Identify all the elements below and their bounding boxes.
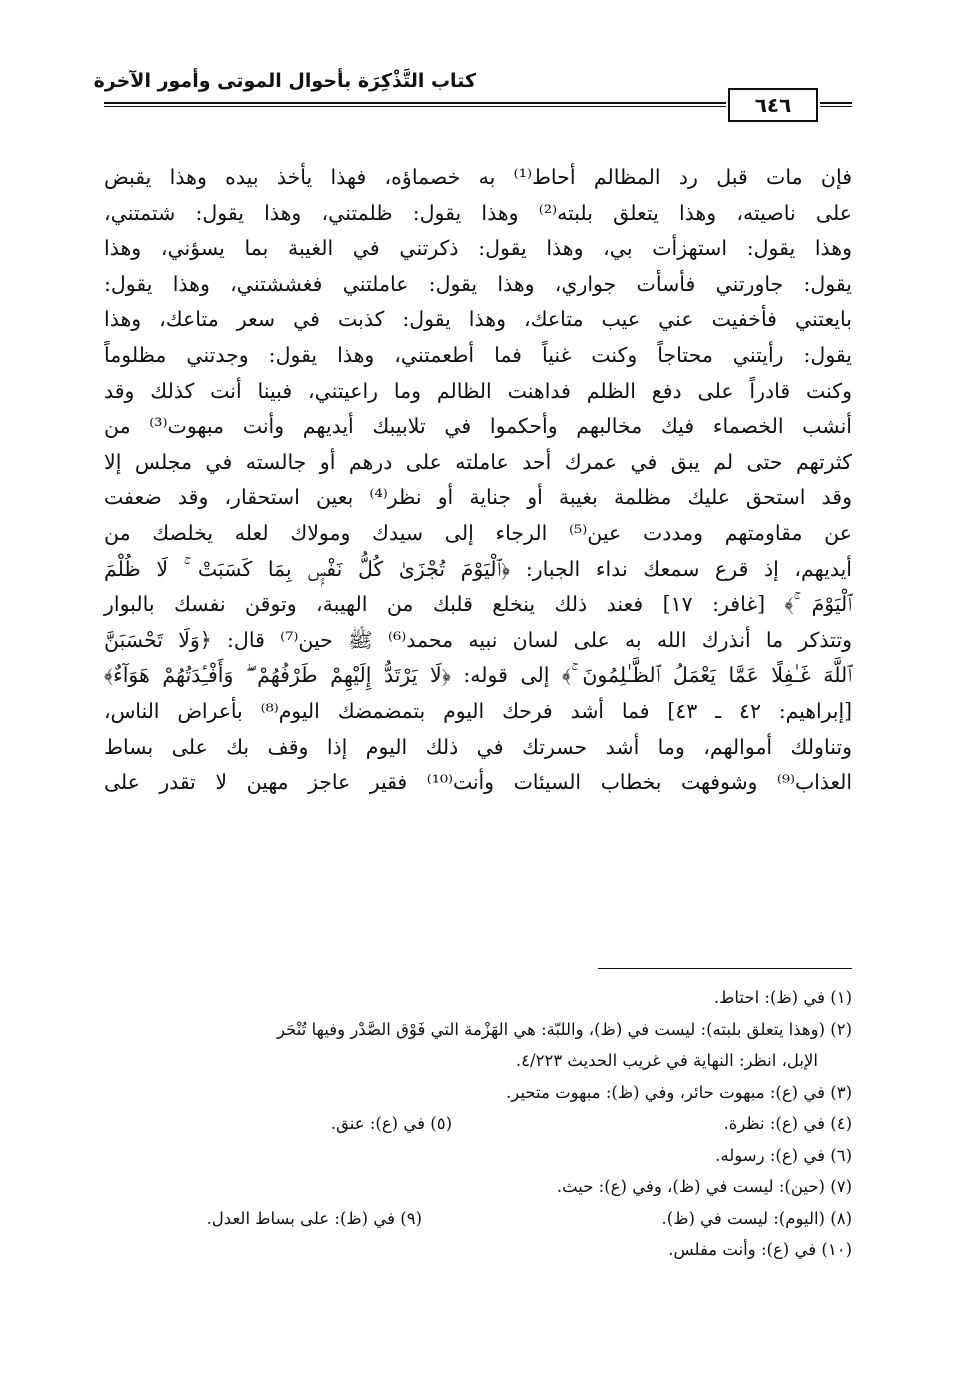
footnote-4: (٤) في (ع): نظرة. <box>723 1114 852 1133</box>
page-number-box <box>728 88 818 122</box>
text-line: على ناصيته، وهذا يتعلق بلبته⁽²⁾ وهذا يقول: ظلمتني، وهذا يقول: شتمتني، <box>104 200 852 225</box>
footnote-1: (١) في (ظ): احتاط. <box>713 988 852 1007</box>
text-line: ٱلْيَوْمَ ۚ﴾ [غافر: ١٧] فعند ذلك ينخلع قلبك من الهيبة، وتوقن نفسك بالبوار <box>104 592 852 617</box>
footnotes <box>104 982 852 1266</box>
text-line: كثرتهم حتى لم يبق في عمرك أحد عاملته على درهم أو جالسته في مجلس إلا <box>104 449 852 474</box>
footnote-row-4-5 <box>104 1108 852 1140</box>
text-line: ٱللَّهَ غَـٰفِلًا عَمَّا يَعْمَلُ ٱلظَّـٰلِمُونَ ۚ﴾ إلى قوله: ﴿لَا يَرْتَدُّ إِلَيْهِمْ طَرْفُهُمْ ۖ وَأَفْـِٔدَتُهُمْ هَوَآءٌ﴾ <box>104 663 852 688</box>
page-number: ٦٤٦ <box>754 93 792 117</box>
text-line: فإن مات قبل رد المظالم أحاط⁽¹⁾ به خصماؤه، فهذا يأخذ بيده وهذا يقبض <box>104 165 852 189</box>
text-line: عن مقاومتهم ومددت عين⁽⁵⁾ الرجاء إلى سيدك ومولاك لعله يخلصك من <box>104 520 852 545</box>
footnote-9: (٩) في (ظ): على بساط العدل. <box>206 1208 422 1228</box>
text-line: يقول: جاورتني فأسأت جواري، وهذا يقول: عاملتني فغششتني، وهذا يقول: <box>104 271 852 296</box>
footnote-5: (٥) في (ع): عنق. <box>330 1114 452 1133</box>
running-header-title: كتاب التَّذْكِرَة بأحوال الموتى وأمور الآخرة <box>93 70 476 92</box>
text-line: أيديهم، إذ قرع سمعك نداء الجبار: ﴿ٱلْيَوْمَ تُجْزَىٰ كُلُّ نَفْسٍۭ بِمَا كَسَبَتْ ۚ لَا ظُلْمَ <box>104 556 852 581</box>
footnote-separator <box>598 968 852 969</box>
footnote-3: (٣) في (ع): مبهوت حائر، وفي (ظ): مبهوت متحير. <box>506 1082 852 1102</box>
text-line: وقد استحق عليك مظلمة بغيبة أو جناية أو نظر⁽⁴⁾ بعين استحقار، وقد ضعفت <box>104 485 852 510</box>
footnote-2-continued: الإبل، انظر: النهاية في غريب الحديث ٤/٢٢٣. <box>515 1051 818 1070</box>
header-rule <box>104 102 726 107</box>
text-line: أنشب الخصماء فيك مخالبهم وأحكموا في تلابيبك أيديهم وأنت مبهوت⁽³⁾ من <box>104 414 852 439</box>
text-line: يقول: رأيتني محتاجاً وكنت غنياً فما أطعمتني، وهذا يقول: وجدتني مظلوماً <box>104 342 852 367</box>
text-line: وهذا يقول: استهزأت بي، وهذا يقول: ذكرتني في الغيبة بما يسؤني، وهذا <box>104 236 852 261</box>
text-line: بايعتني فأخفيت عني عيب متاعك، وهذا يقول: كذبت في سعر متاعك، وهذا <box>104 307 852 332</box>
footnote-6: (٦) في (ع): رسوله. <box>715 1145 852 1165</box>
footnote-8: (٨) (اليوم): ليست في (ظ). <box>661 1208 852 1228</box>
text-line: وتتذكر ما أنذرك الله به على لسان نبيه محمد⁽⁶⁾ ﷺ حين⁽⁷⁾ قال: ﴿وَلَا تَحْسَبَنَّ <box>104 627 852 652</box>
text-line: وتناولك أموالهم، وما أشد حسرتك في ذلك اليوم إذا وقف بك على بساط <box>104 734 852 759</box>
text-line: [إبراهيم: ٤٢ ـ ٤٣] فما أشد فرحك اليوم بتمضمضك اليوم⁽⁸⁾ بأعراض الناس، <box>104 698 852 723</box>
footnote-7: (٧) (حين): ليست في (ظ)، وفي (ع): حيث. <box>556 1177 852 1196</box>
text-line: العذاب⁽⁹⁾ وشوفهت بخطاب السيئات وأنت⁽¹⁰⁾ فقير عاجز مهين لا تقدر على <box>104 770 852 795</box>
footnote-10: (١٠) في (ع): وأنت مفلس. <box>668 1240 852 1259</box>
footnote-2: (٢) (وهذا يتعلق بلبته): ليست في (ظ)، واللبّة: هي الهَزْمة التي فَوْق الصَّدْر وفيها تُنْحَر <box>277 1019 852 1039</box>
header-rule-right <box>820 102 852 107</box>
footnote-row-8-9 <box>104 1203 852 1235</box>
main-text <box>104 160 852 801</box>
text-line: وكنت قادراً على دفع الظلم فداهنت الظالم وما راعيتني، فبينا أنت كذلك وقد <box>104 378 852 403</box>
